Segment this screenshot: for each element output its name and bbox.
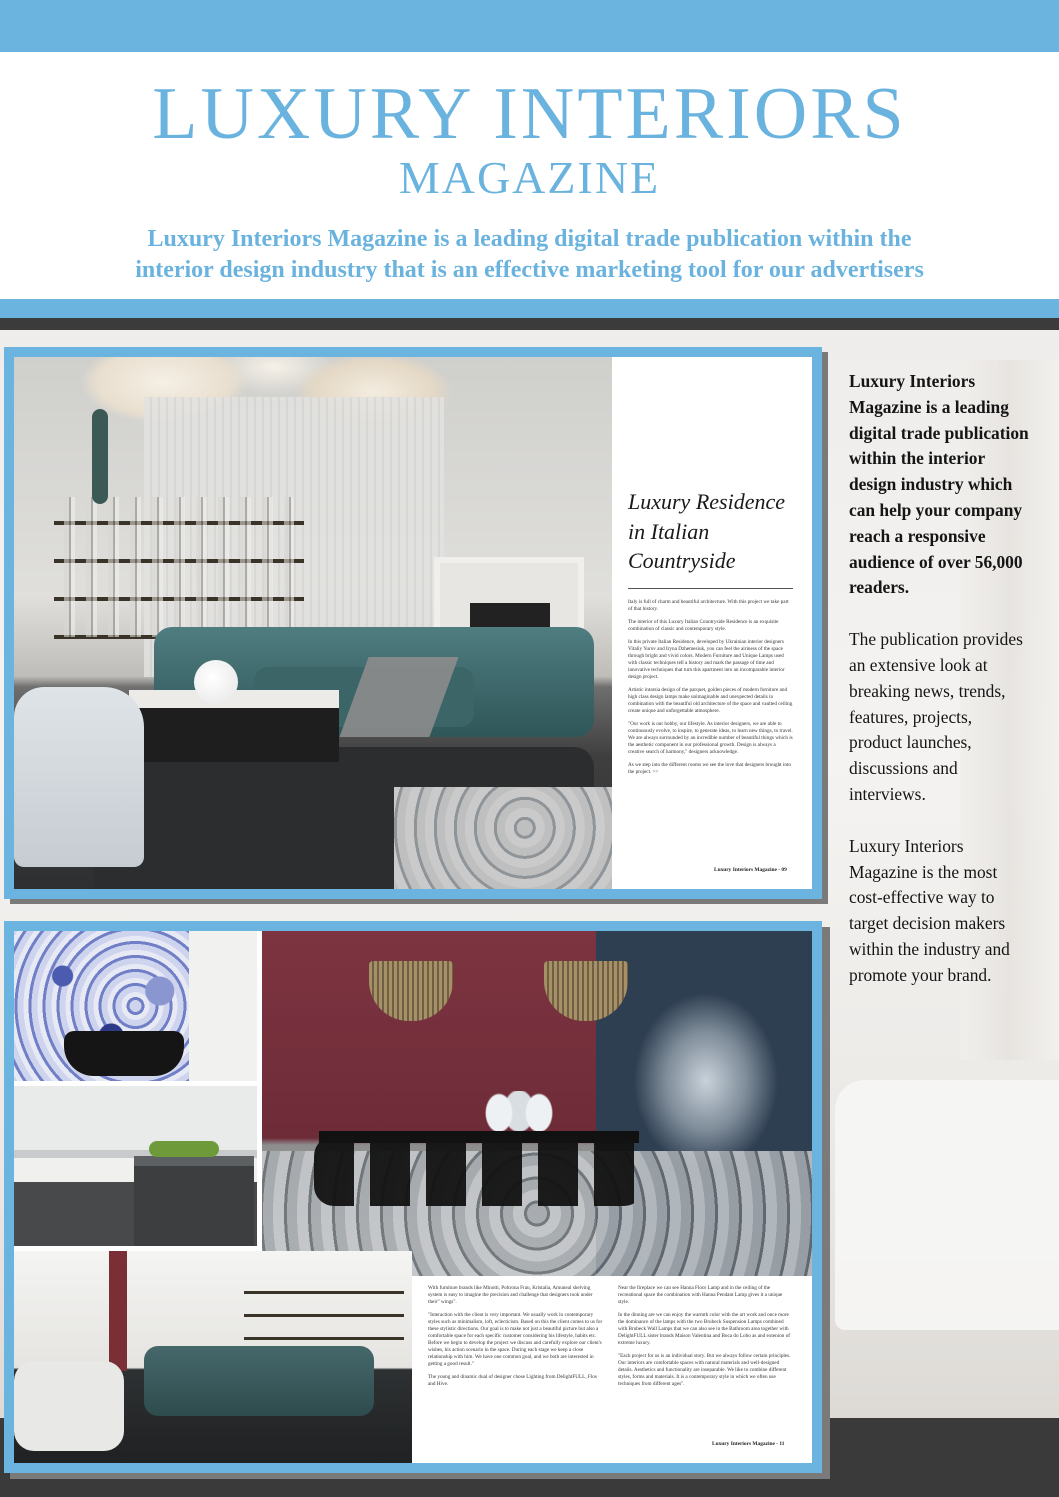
tagline [0, 224, 1059, 286]
article-1 [628, 487, 793, 782]
photo-globe-lamp [194, 660, 238, 704]
living-shelf [244, 1271, 404, 1341]
tagline-line-2: interior design industry that is an effective marketing tool for our advertisers [135, 257, 924, 283]
article-1-paragraph: As we step into the different rooms we see the love that designers brought into the project. >> [628, 761, 791, 775]
dining-vases [484, 1091, 554, 1133]
bathroom-wall [189, 931, 257, 1081]
photo-statue [92, 409, 108, 504]
article-1-paragraph: "Our work is our hobby, our lifestyle. As interior designers, we are able to continuously evolve, to inspire, to generate ideas, to learn new things, to travel. We are always surrounded by an incredible number of beautiful things which is the aesthetic component in our professional growth. Design is always a creative search of harmony," designers acknowledge. [628, 720, 793, 755]
article-2-paragraph: "Interaction with the client is very important. We usually work in contemporary styles such as minimalism, loft, eclecticism. Based on this the client comes to us for these stylistic directions. Our goal is to make not just a beautiful picture but also a comfortable space for each specific customer considering his lifestyle, habits etc. Before we begin to develop the project we discuss and carefully explore our client's wishes, his action scenario in the space. During each stage we keep a close relationship with him. We have one common goal, and we both are interested in getting a good result." [428, 1312, 603, 1367]
living-curtain [109, 1251, 127, 1371]
sidebar-text [849, 369, 1029, 1015]
spread2-page [14, 931, 812, 1463]
article-2-paragraph: "Each project for us is an individual story. But we always follow certain principles. Our interiors are comfortable spaces with natural materials and well-designed details. Aesthetics and functionality are inseparable. We like to combine different styles, forms and materials. It is a contemporary style in which we often use techniques from different ages". [618, 1353, 791, 1387]
living-room-photo [14, 357, 612, 889]
kitchen-photo [14, 1086, 257, 1246]
top-blue-band [0, 0, 1059, 52]
page-folio-09: Luxury Interiors Magazine - 09 [714, 867, 787, 873]
page-folio-11: Luxury Interiors Magazine - 11 [712, 1441, 785, 1447]
photo-coffee-table [129, 702, 339, 762]
header [0, 52, 1059, 299]
dining-chairs [314, 1136, 644, 1206]
article-1-paragraph: Italy is full of charm and beautiful architecture. With this project we take part of that history. [628, 598, 789, 612]
photo-armchair [14, 687, 144, 867]
magazine-spread-2 [4, 921, 822, 1473]
spread1-page [14, 357, 812, 889]
article-1-paragraph: In this private Italian Residence, developed by Ukrainian interior designers Vitaliy Yurov and Iryna Dzhemesiuk, you can feel the airiness of the space through bright and vivid colors. Modern Furniture and Unique Lamps used with classic techniques tell a history and mark the passage of time and innovative techniques that turn this apartment into an incomparable interior design project. [628, 638, 785, 680]
kitchen-plants [149, 1141, 219, 1157]
sidebar-paragraph-3: Luxury Interiors Magazine is the most cost-effective way to target decision makers within the industry and promote your brand. [849, 835, 1010, 985]
article-2-paragraph: Near the fireplace we can see Hanna Floor Lamp and in the ceiling of the recreational space the combination with Hanna Pendant Lamp gives it a unique style. [618, 1285, 783, 1305]
article-1-paragraph: Artistic intarsia design of the parquet, golden pieces of modern furniture and high class design lamps make unimaginable and unexpected details in combination with the beautiful old architecture of the space and vaulted ceiling create unique and unforgettable atmosphere. [628, 686, 793, 714]
magazine-title: LUXURY INTERIORS [152, 73, 907, 155]
sidebar-paragraph-1: Luxury Interiors Magazine is a leading digital trade publication within the interior design industry which can help your company reach a responsive audience of over 56,000 readers. [849, 371, 1029, 598]
photo-floor [394, 787, 612, 889]
dark-divider-band [0, 318, 1059, 330]
header-bottom-band [0, 299, 1059, 318]
living-armchair [14, 1361, 124, 1451]
article-2-column-2 [618, 1285, 794, 1394]
magazine-spread-1 [4, 347, 822, 899]
photo-books [64, 497, 294, 637]
article-1-paragraph: The interior of this Luxury Italian Countryside Residence is an exquisite combination of classic and contemporary style. [628, 618, 779, 632]
article-1-rule [628, 588, 793, 589]
article-1-title: Luxury Residence in Italian Countryside [628, 489, 785, 573]
article-2-paragraph: The young and dinamic dual of designer chose Lighting from DelightFULL, Flos and Hive. [428, 1374, 597, 1387]
sidebar-paragraph-2: The publication provides an extensive look at breaking news, trends, features, projects, product launches, discussions and interviews. [849, 629, 1023, 804]
article-2-paragraph: In the dinning are we can enjoy the warmth color with the art work and once more the dominance of the lamps with the two Brubeck Suspension Lamps combined with Brubeck Wall Lamps that we can also see in the Bathroom area together with DelightFULL sister brands Maison Valentina and Boca do Lobo as and extenion of extreme luxury. [618, 1312, 791, 1346]
magazine-subtitle: MAGAZINE [398, 152, 661, 203]
background-couch [835, 1080, 1059, 1330]
article-2-paragraph: With furniture brands like Minotti, Poltrona Frau, Kristalia, Amuneal shelving system is easy to imagine the precision and challenge that designers took under their" wings". [428, 1285, 593, 1305]
tagline-line-1: Luxury Interiors Magazine is a leading digital trade publication within the [147, 226, 912, 252]
article-2-column-1 [428, 1285, 604, 1394]
living-sofa [144, 1346, 374, 1416]
